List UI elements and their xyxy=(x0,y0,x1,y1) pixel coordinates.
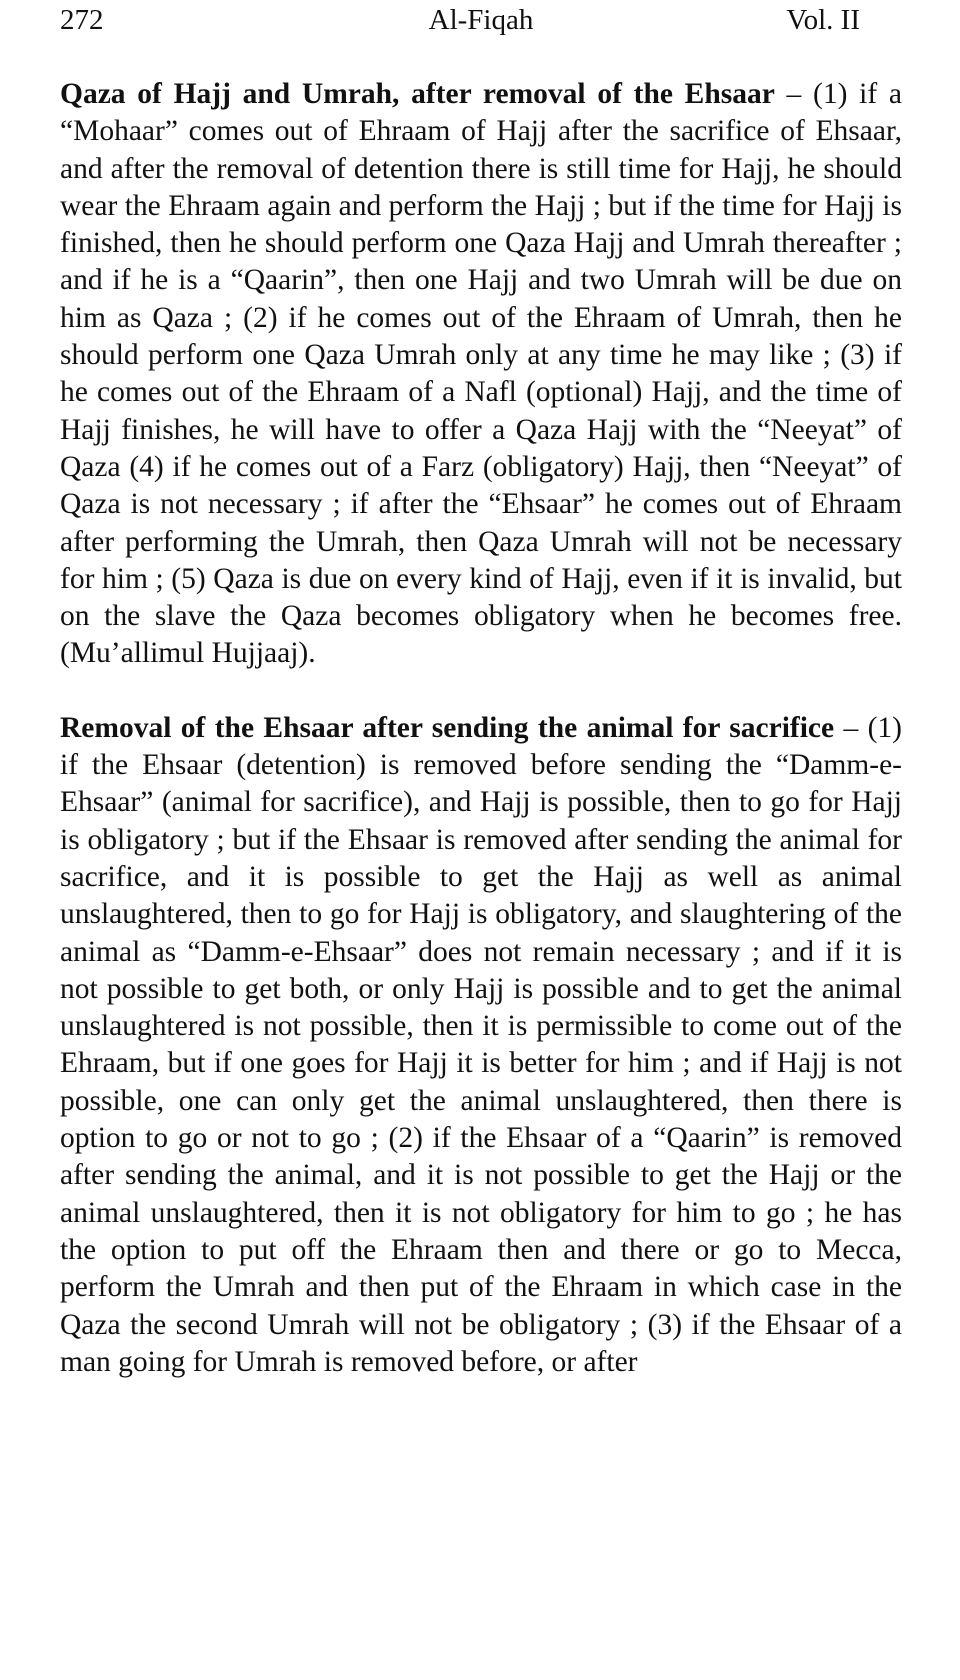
section-heading: Qaza of Hajj and Umrah, after removal of the Ehsaar xyxy=(60,78,775,110)
section-removal-after-sending-animal xyxy=(60,710,902,1381)
running-header xyxy=(60,2,902,38)
volume-label: Vol. II xyxy=(786,4,860,36)
book-page xyxy=(60,0,902,1680)
book-title: Al-Fiqah xyxy=(428,4,534,36)
page-number: 272 xyxy=(60,4,104,36)
section-body: – (1) if the Ehsaar (detention) is removed before sending the “Damm-e-Ehsaar” (animal for sacrifice), and Hajj is possible, then to go for Hajj is obligatory ; but if the Ehsaar is removed after sending the animal for sacrifice, and it is possible to get the Hajj as well as animal unslaughtered, then to go for Hajj is obligatory, and slaughtering of the animal as “Damm-e-Ehsaar” does not remain necessary ; and if it is not possible to get both, or only Hajj is possible and to get the animal unslaughtered is not possible, then it is permissible to come out of the Ehraam, but if one goes for Hajj it is better for him ; and if Hajj is not possible, one can only get the animal unslaughtered, then there is option to go or not to go ; (2) if the Ehsaar of a “Qaarin” is removed after sending the animal, and it is not possible to get the Hajj or the animal unslaughtered, then it is not obligatory for him to go ; he has the option to put off the Ehraam then and there or go to Mecca, perform the Umrah and then put of the Ehraam in which case in the Qaza the second Umrah will not be obligatory ; (3) if the Ehsaar of a man going for Umrah is removed before, or after xyxy=(60,711,902,1378)
section-heading: Removal of the Ehsaar after sending the animal for sacrifice xyxy=(60,711,835,744)
section-qaza-after-ehsaar xyxy=(60,76,902,673)
section-body: – (1) if a “Mohaar” comes out of Ehraam of Hajj after the sacrifice of Ehsaar, and after the removal of detention there is still time for Hajj, he should wear the Ehraam again and perform the Hajj ; but if the time for Hajj is finished, then he should perform one Qaza Hajj and Umrah thereafter ; and if he is a “Qaarin”, then one Hajj and two Umrah will be due on him as Qaza ; (2) if he comes out of the Ehraam of Umrah, then he should perform one Qaza Umrah only at any time he may like ; (3) if he comes out of the Ehraam of a Nafl (optional) Hajj, and the time of Hajj finishes, he will have to offer a Qaza Hajj with the “Neeyat” of Qaza (4) if he comes out of a Farz (obligatory) Hajj, then “Neeyat” of Qaza is not necessary ; if after the “Ehsaar” he comes out of Ehraam after performing the Umrah, then Qaza Umrah will not be necessary for him ; (5) Qaza is due on every kind of Hajj, even if it is invalid, but on the slave the Qaza becomes obligatory when he becomes free. (Mu’allimul Hujjaaj). xyxy=(60,78,902,670)
